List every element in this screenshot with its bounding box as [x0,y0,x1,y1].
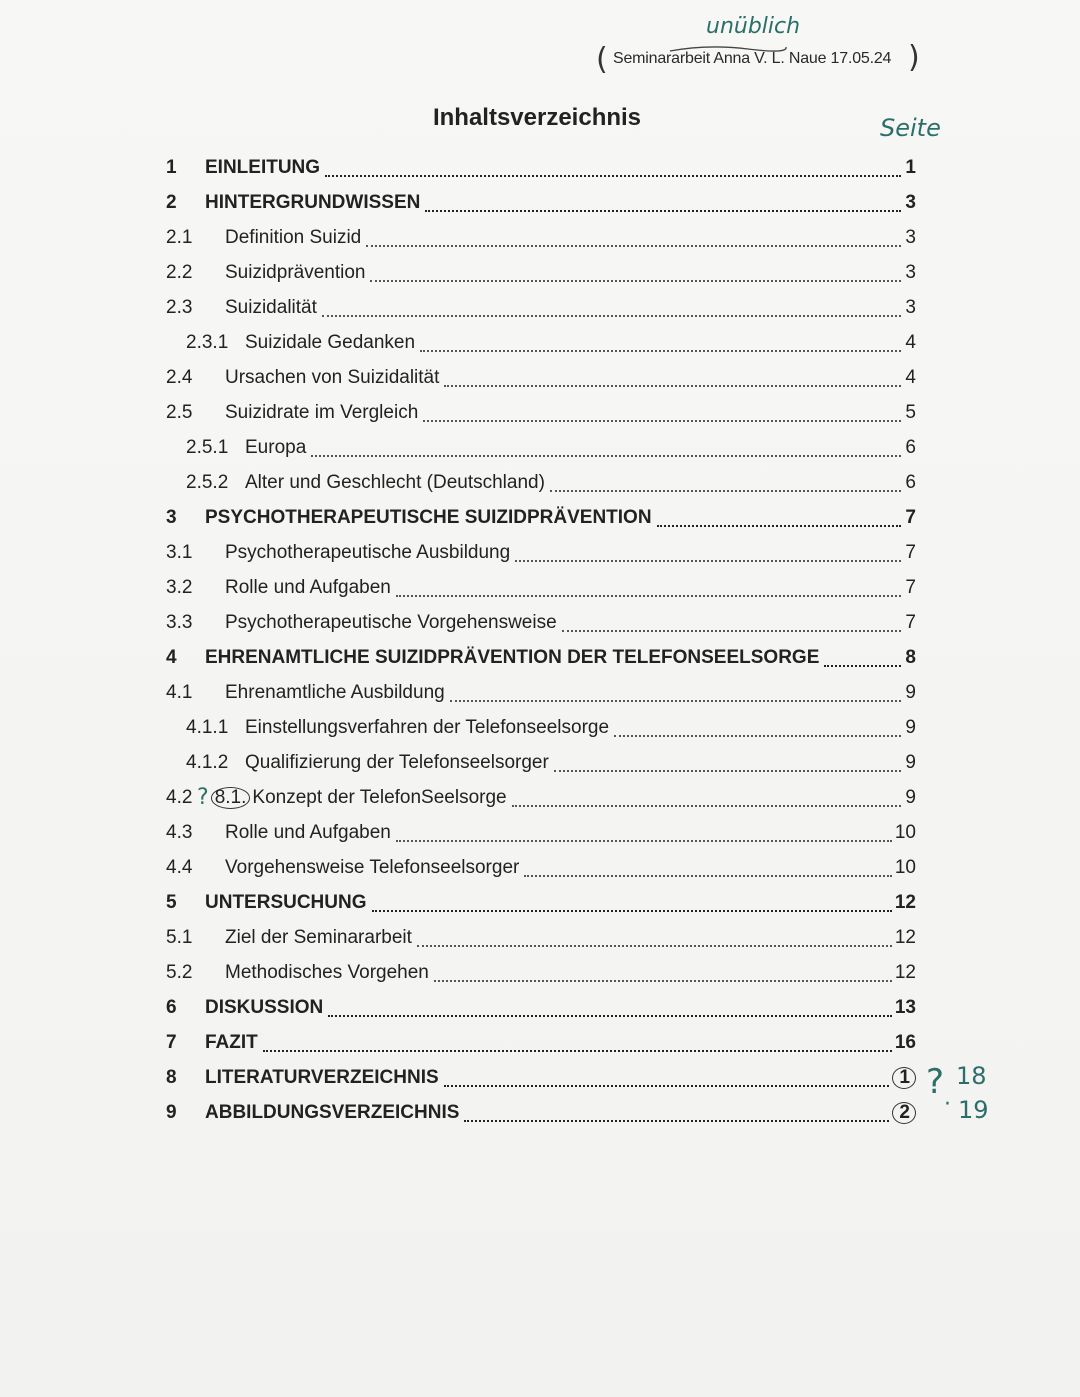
toc-dot-leader [515,559,901,562]
toc-entry [166,850,916,885]
handwritten-paren-right: ) [908,40,920,75]
toc-entry-number: 2.5.1 [186,436,229,458]
toc-entry-label: Rolle und Aufgaben [225,576,391,598]
toc-entry [166,885,916,920]
toc-entry-label: Suizidale Gedanken [245,331,416,353]
toc-entry-label: Ehrenamtliche Ausbildung [225,681,445,703]
toc-entry [166,990,916,1025]
toc-entry [166,255,916,290]
toc-entry [166,1025,916,1060]
toc-entry-label: DISKUSSION [205,996,324,1018]
toc-dot-leader [512,804,901,807]
toc-entry-label: FAZIT [205,1031,258,1053]
toc-entry-number: 4.1.1 [186,716,229,738]
toc-entry [166,290,916,325]
toc-entry [166,710,916,745]
handwritten-paren-left: ( [596,42,608,77]
toc-entry [166,640,916,675]
toc-entry-number: 4.1.2 [186,751,229,773]
toc-entry-page: 6 [905,471,916,493]
toc-dot-leader [554,769,901,772]
toc-entry-label: Vorgehensweise Telefonseelsorger [225,856,520,878]
page-title: Inhaltsverzeichnis [432,104,642,131]
toc-entry-label: Europa [245,436,307,458]
toc-entry [166,395,916,430]
toc-dot-leader [325,174,901,177]
toc-entry-number: 5.2 [166,961,193,983]
toc-entry-label: Suizidalität [225,296,317,318]
toc-entry-page: 12 [894,926,916,948]
toc-dot-leader [444,384,901,387]
toc-entry-label: HINTERGRUNDWISSEN [205,191,421,213]
toc-entry [166,675,916,710]
toc-entry-number: 2.2 [166,261,193,283]
toc-entry-page: 10 [894,821,916,843]
toc-entry-number: 2.3.1 [186,331,229,353]
header-text: Seminararbeit Anna V. L. Naue 17.05.24 [613,50,892,67]
toc-dot-leader [824,664,901,667]
toc-dot-leader [444,1084,889,1087]
toc-entry [166,500,916,535]
toc-dot-leader [464,1119,889,1122]
toc-dot-leader [396,594,901,597]
toc-entry-number: 8 [166,1066,177,1088]
toc-entry-number: 1 [166,156,177,178]
toc-entry-number: 5.1 [166,926,193,948]
toc-entry-label: Psychotherapeutische Ausbildung [225,541,511,563]
toc-entry [166,570,916,605]
margin-correction-18: 18 [956,1062,987,1090]
toc-dot-leader [311,454,901,457]
toc-dot-leader [322,314,901,317]
toc-entry-page: 9 [905,786,916,808]
margin-correction-dot: · [944,1092,951,1117]
toc-entry-number: 2.1 [166,226,193,248]
toc-entry-page: 12 [894,891,916,913]
handwritten-question-mark: ? [197,785,209,810]
toc-entry-number: 6 [166,996,177,1018]
toc-entry-number: 5 [166,891,177,913]
toc-entry [166,745,916,780]
toc-dot-leader [328,1014,892,1017]
toc-entry-number: 4.2 [166,786,193,808]
toc-entry [166,535,916,570]
toc-entry-label: Definition Suizid [225,226,362,248]
toc-dot-leader [417,944,892,947]
toc-dot-leader [425,209,901,212]
toc-dot-leader [396,839,892,842]
toc-entry-page: 7 [905,506,916,528]
toc-dot-leader [366,244,901,247]
toc-dot-leader [524,874,892,877]
toc-entry-label: Alter und Geschlecht (Deutschland) [245,471,545,493]
toc-dot-leader [434,979,892,982]
toc-entry-page: 3 [905,226,916,248]
toc-entry [166,920,916,955]
toc-entry-number: 2.5.2 [186,471,229,493]
toc-dot-leader [450,699,901,702]
toc-entry-label: Suizidprävention [225,261,366,283]
toc-dot-leader [657,524,901,527]
toc-entry-number: 2.4 [166,366,193,388]
toc-entry-page: 9 [905,751,916,773]
toc-entry-number: 2.3 [166,296,193,318]
toc-dot-leader [420,349,901,352]
toc-entry-page: 2 [892,1102,916,1124]
toc-entry-number: 3.3 [166,611,193,633]
toc-entry-page: 13 [894,996,916,1018]
toc-entry-page: 6 [905,436,916,458]
toc-entry [166,430,916,465]
toc-dot-leader [550,489,901,492]
toc-entry-page: 7 [905,541,916,563]
toc-entry-number: 3 [166,506,177,528]
toc-entry-page: 12 [894,961,916,983]
toc-dot-leader [423,419,901,422]
toc-entry-page: 9 [905,681,916,703]
toc-entry-page: 1 [892,1067,916,1089]
toc-entry-page: 3 [905,191,916,213]
handwritten-circled-number: 8.1. [211,787,251,809]
table-of-contents [166,150,916,1130]
margin-correction-19: 19 [958,1096,989,1124]
toc-entry-page: 4 [905,366,916,388]
toc-entry-number: 4.1 [166,681,193,703]
toc-entry-page: 8 [905,646,916,668]
toc-entry-page: 3 [905,261,916,283]
toc-entry-label: Qualifizierung der Telefonseelsorger [245,751,549,773]
toc-entry-label: Psychotherapeutische Vorgehensweise [225,611,557,633]
toc-entry [166,360,916,395]
toc-entry-number: 4 [166,646,177,668]
toc-entry [166,220,916,255]
toc-entry [166,1060,916,1095]
toc-entry [166,780,916,815]
toc-entry-page: 9 [905,716,916,738]
toc-entry [166,605,916,640]
toc-entry-label: ABBILDUNGSVERZEICHNIS [205,1101,460,1123]
toc-dot-leader [263,1049,892,1052]
toc-entry-number: 4.4 [166,856,193,878]
toc-entry-label: Methodisches Vorgehen [225,961,429,983]
toc-entry-label: EHRENAMTLICHE SUIZIDPRÄVENTION DER TELEFONSEELSORGE [205,646,820,668]
toc-entry-label: Ziel der Seminararbeit [225,926,412,948]
toc-entry-number: 3.2 [166,576,193,598]
toc-entry [166,815,916,850]
toc-entry-number: 2 [166,191,177,213]
toc-entry-page: 7 [905,611,916,633]
toc-entry-label: Einstellungsverfahren der Telefonseelsorge [245,716,610,738]
toc-entry-number: 7 [166,1031,177,1053]
toc-entry-label: UNTERSUCHUNG [205,891,367,913]
toc-entry-number: 9 [166,1101,177,1123]
toc-entry-number: 3.1 [166,541,193,563]
handwritten-note-unueblich: unüblich [706,14,801,39]
toc-entry-label: EINLEITUNG [205,156,321,178]
toc-dot-leader [562,629,901,632]
toc-entry-number: 4.3 [166,821,193,843]
margin-question-mark: ? [926,1062,945,1102]
toc-entry-label: Ursachen von Suizidalität [225,366,440,388]
toc-entry-page: 7 [905,576,916,598]
toc-entry-page: 10 [894,856,916,878]
toc-entry [166,150,916,185]
toc-entry-label: Konzept der TelefonSeelsorge [252,786,507,808]
toc-entry-page: 4 [905,331,916,353]
toc-entry-label: LITERATURVERZEICHNIS [205,1066,439,1088]
toc-entry-label: PSYCHOTHERAPEUTISCHE SUIZIDPRÄVENTION [205,506,652,528]
toc-entry-label: Suizidrate im Vergleich [225,401,419,423]
toc-entry [166,185,916,220]
toc-entry [166,325,916,360]
toc-entry-page: 5 [905,401,916,423]
toc-entry-page: 16 [894,1031,916,1053]
toc-entry-label: Rolle und Aufgaben [225,821,391,843]
toc-dot-leader [372,909,892,912]
toc-entry-number: 2.5 [166,401,193,423]
toc-entry [166,465,916,500]
toc-dot-leader [370,279,901,282]
handwritten-underline [668,44,788,54]
toc-entry [166,955,916,990]
toc-entry [166,1095,916,1130]
toc-entry-page: 1 [905,156,916,178]
toc-dot-leader [614,734,901,737]
toc-entry-page: 3 [905,296,916,318]
handwritten-note-seite: Seite [880,114,941,142]
